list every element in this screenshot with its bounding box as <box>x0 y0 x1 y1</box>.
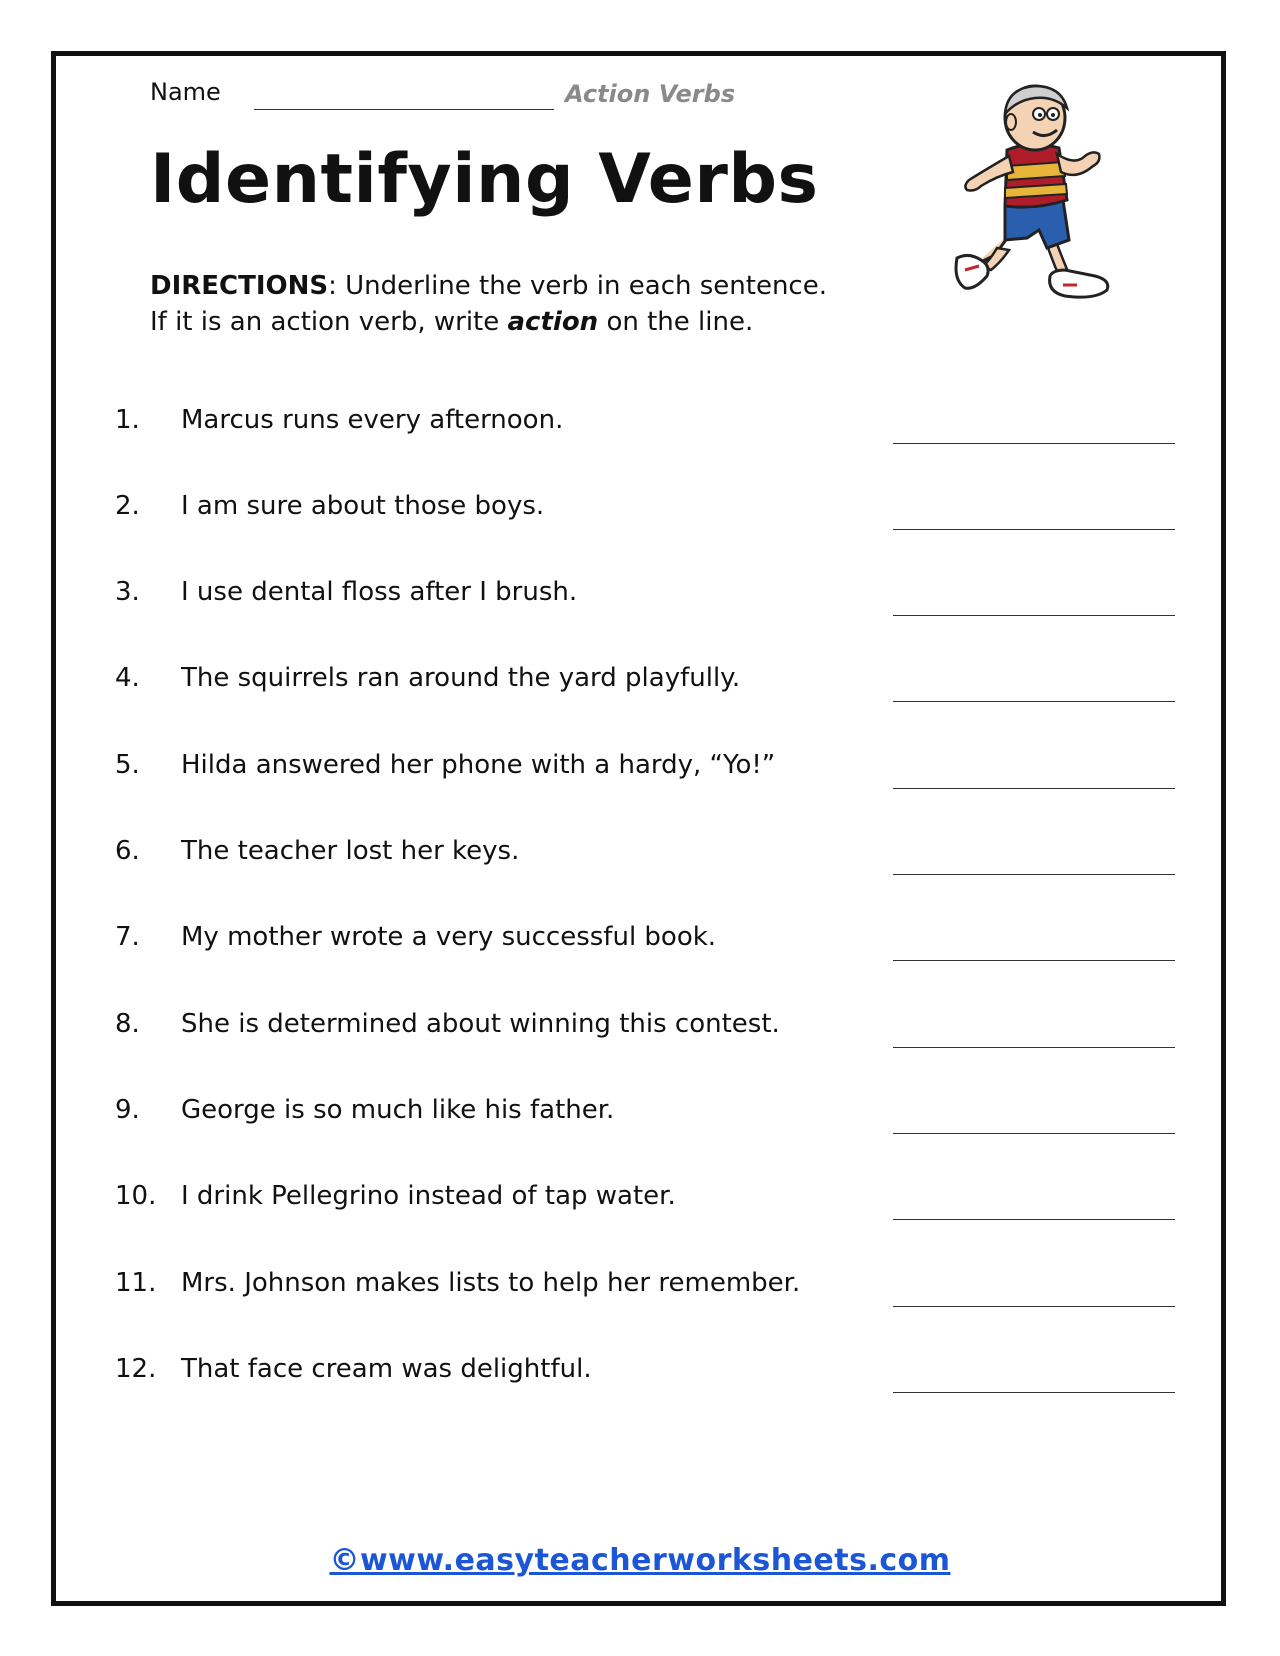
answer-line[interactable] <box>893 960 1175 961</box>
list-item <box>115 491 1175 531</box>
item-sentence: She is determined about winning this contest. <box>181 1009 780 1039</box>
directions-label: DIRECTIONS <box>150 271 329 301</box>
item-sentence: I use dental floss after I brush. <box>181 577 578 607</box>
website-link[interactable]: ©www.easyteacherworksheets.com <box>329 1543 951 1578</box>
name-label: Name <box>150 78 221 106</box>
item-sentence: I am sure about those boys. <box>181 491 545 521</box>
item-sentence: Hilda answered her phone with a hardy, “Yo!” <box>181 750 776 780</box>
name-entry-line[interactable] <box>254 109 554 110</box>
item-number: 9. <box>115 1095 140 1125</box>
list-item <box>115 922 1175 962</box>
answer-line[interactable] <box>893 788 1175 789</box>
list-item <box>115 750 1175 790</box>
answer-line[interactable] <box>893 615 1175 616</box>
directions-line-2 <box>150 304 910 340</box>
item-sentence: Marcus runs every afternoon. <box>181 405 564 435</box>
answer-line[interactable] <box>893 1219 1175 1220</box>
item-number: 12. <box>115 1354 157 1384</box>
directions-line-1 <box>150 268 910 304</box>
item-number: 2. <box>115 491 140 521</box>
topic-tag: Action Verbs <box>565 80 736 108</box>
list-item <box>115 1009 1175 1049</box>
list-item <box>115 405 1175 445</box>
list-item <box>115 1181 1175 1221</box>
item-number: 1. <box>115 405 140 435</box>
answer-line[interactable] <box>893 1392 1175 1393</box>
page-title: Identifying Verbs <box>150 140 819 219</box>
item-sentence: That face cream was delightful. <box>181 1354 592 1384</box>
answer-line[interactable] <box>893 701 1175 702</box>
list-item <box>115 663 1175 703</box>
answer-line[interactable] <box>893 529 1175 530</box>
answer-line[interactable] <box>893 443 1175 444</box>
list-item <box>115 1268 1175 1308</box>
item-number: 3. <box>115 577 140 607</box>
list-item <box>115 836 1175 876</box>
answer-line[interactable] <box>893 1306 1175 1307</box>
item-sentence: My mother wrote a very successful book. <box>181 922 717 952</box>
directions-line-2-end: on the line. <box>598 307 754 337</box>
running-boy-icon <box>935 80 1125 305</box>
list-item <box>115 577 1175 617</box>
item-number: 11. <box>115 1268 157 1298</box>
answer-line[interactable] <box>893 1133 1175 1134</box>
item-sentence: Mrs. Johnson makes lists to help her remember. <box>181 1268 801 1298</box>
directions <box>150 268 910 340</box>
item-number: 8. <box>115 1009 140 1039</box>
item-sentence: I drink Pellegrino instead of tap water. <box>181 1181 676 1211</box>
footer <box>0 1543 1280 1578</box>
directions-emphasis: action <box>507 307 599 337</box>
answer-line[interactable] <box>893 1047 1175 1048</box>
answer-line[interactable] <box>893 874 1175 875</box>
item-number: 4. <box>115 663 140 693</box>
item-number: 5. <box>115 750 140 780</box>
list-item <box>115 1354 1175 1394</box>
item-number: 7. <box>115 922 140 952</box>
list-item <box>115 1095 1175 1135</box>
directions-line-1-text: : Underline the verb in each sentence. <box>328 271 827 301</box>
directions-line-2-start: If it is an action verb, write <box>150 307 508 337</box>
item-sentence: George is so much like his father. <box>181 1095 615 1125</box>
item-number: 10. <box>115 1181 157 1211</box>
item-sentence: The teacher lost her keys. <box>181 836 520 866</box>
item-sentence: The squirrels ran around the yard playfully. <box>181 663 741 693</box>
item-number: 6. <box>115 836 140 866</box>
